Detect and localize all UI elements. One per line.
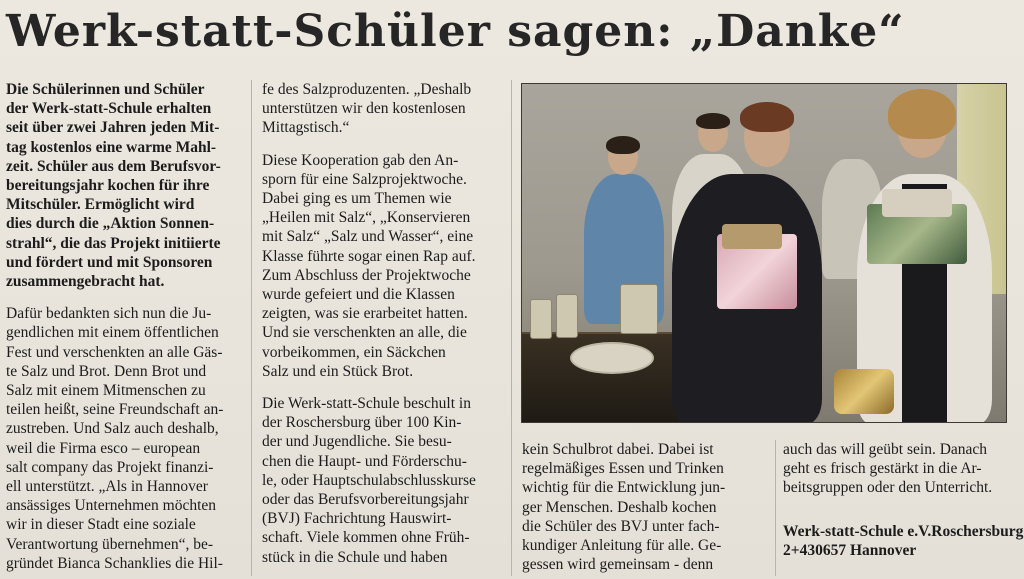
text-line: Salz mit einem Mitmenschen zu bbox=[6, 382, 206, 400]
text-line: sporn für eine Salzprojektwoche. bbox=[262, 170, 467, 188]
gold-ribbon-decoration bbox=[834, 369, 894, 414]
text-line: die Schüler des BVJ unter fach- bbox=[522, 517, 720, 535]
headline: Werk-statt-Schüler sagen: „Danke“ bbox=[6, 6, 905, 57]
text-line: oder das Berufsvorbereitungsjahr bbox=[262, 491, 469, 509]
signature-block bbox=[783, 522, 1024, 560]
text-line: kein Schulbrot dabei. Dabei ist bbox=[522, 441, 714, 458]
text-line: dies durch die „Aktion Sonnen- bbox=[6, 215, 215, 233]
text-line: kundiger Anleitung für alle. Ge- bbox=[522, 537, 722, 555]
text-line: te Salz und Brot. Denn Brot und bbox=[6, 362, 207, 380]
text-line: schaft. Viele kommen ohne Früh- bbox=[262, 529, 470, 547]
event-photo bbox=[521, 83, 1007, 423]
text-line: Die Werk-statt-Schule beschult in bbox=[262, 395, 471, 413]
column-rule bbox=[251, 80, 252, 576]
text-line: Salz und ein Stück Brot. bbox=[262, 362, 414, 380]
text-line: zusammengebracht hat. bbox=[6, 273, 165, 291]
text-line: ger Menschen. Deshalb kochen bbox=[522, 498, 717, 516]
text-line: vorbeikommen, ein Säckchen bbox=[262, 343, 446, 361]
text-line: bereitungsjahr kochen für ihre bbox=[6, 177, 210, 195]
signature-line: Roschersburg 2+4 bbox=[783, 523, 1024, 560]
signature-line: Werk-statt-Schule e.V. bbox=[783, 523, 932, 540]
gift-basket-items bbox=[882, 189, 952, 217]
column-4 bbox=[783, 440, 1023, 498]
text-line: ansässiges Unternehmen möchten bbox=[6, 497, 217, 515]
person-hair bbox=[888, 89, 956, 139]
text-line: Klasse führte sogar einen Rap auf. bbox=[262, 247, 476, 265]
text-line: gründet Bianca Schanklies die Hil- bbox=[6, 554, 223, 572]
person-hair bbox=[606, 136, 640, 154]
column-rule bbox=[511, 80, 512, 576]
text-line: wir in dieser Stadt eine soziale bbox=[6, 516, 196, 534]
intro-paragraph bbox=[6, 80, 242, 291]
text-line: zustreben. Und Salz auch deshalb, bbox=[6, 420, 219, 438]
text-line: der Roschersburg über 100 Kin- bbox=[262, 414, 462, 432]
text-line: mit Salz“ „Salz und Wasser“, eine bbox=[262, 228, 474, 246]
gift-basket-items bbox=[722, 224, 782, 249]
column-1 bbox=[6, 80, 242, 573]
text-line: beitsgruppen oder den Unterricht. bbox=[783, 479, 993, 497]
text-line: geht es frisch gestärkt in die Ar- bbox=[783, 460, 982, 478]
text-line: Dabei ging es um Themen wie bbox=[262, 190, 452, 208]
signature-line: 30657 Hannover bbox=[807, 542, 917, 560]
text-line: strahl“, die das Projekt initiierte bbox=[6, 234, 221, 252]
body-paragraph-4 bbox=[262, 394, 502, 567]
text-line: Und sie verschenkten an alle, die bbox=[262, 324, 467, 342]
text-line: weil die Firma esco – european bbox=[6, 439, 201, 457]
text-line: unterstützen wir den kostenlosen bbox=[262, 100, 466, 118]
text-line: regelmäßiges Essen und Trinken bbox=[522, 460, 724, 478]
salt-jar bbox=[556, 294, 578, 338]
text-line: le, oder Hauptschulabschlusskurse bbox=[262, 471, 476, 489]
text-line: wichtig für die Entwicklung jun- bbox=[522, 479, 726, 497]
person-hair bbox=[696, 113, 730, 129]
text-line: teilen heißt, seine Freundschaft an- bbox=[6, 401, 224, 419]
text-line: Mittagstisch.“ bbox=[262, 119, 350, 137]
text-line: der Werk-statt-Schule erhalten bbox=[6, 100, 212, 118]
salt-jar bbox=[530, 299, 552, 339]
text-line: seit über zwei Jahren jeden Mit- bbox=[6, 119, 220, 137]
text-line: tag kostenlos eine warme Mahl- bbox=[6, 138, 217, 156]
text-line: auch das will geübt sein. Danach bbox=[783, 441, 988, 458]
text-line: Diese Kooperation gab den An- bbox=[262, 151, 459, 169]
text-line: fe des Salzproduzenten. „Deshalb bbox=[262, 81, 472, 98]
text-line: Fest und verschenkten an alle Gäs- bbox=[6, 343, 223, 361]
text-line: ell unterstützt. „Als in Hannover bbox=[6, 478, 208, 496]
body-paragraph-1 bbox=[6, 304, 242, 573]
text-line: salt company das Projekt finanzi- bbox=[6, 458, 214, 476]
text-line: Zum Abschluss der Projektwoche bbox=[262, 266, 471, 284]
text-line: zeigten, was sie erarbeitet hatten. bbox=[262, 305, 468, 323]
text-line: Verantwortung übernehmen“, be- bbox=[6, 535, 214, 553]
salt-jar bbox=[620, 284, 658, 334]
text-line: (BVJ) Fachrichtung Hauswirt- bbox=[262, 510, 452, 528]
column-2 bbox=[262, 80, 502, 567]
text-line: zeit. Schüler aus dem Berufsvor- bbox=[6, 157, 221, 175]
text-line: „Heilen mit Salz“, „Konservieren bbox=[262, 209, 471, 227]
text-line: und fördert und mit Sponsoren bbox=[6, 253, 213, 271]
column-rule bbox=[775, 440, 776, 576]
person-hair bbox=[740, 102, 794, 132]
body-paragraph-2 bbox=[262, 80, 502, 138]
text-line: Dafür bedankten sich nun die Ju- bbox=[6, 305, 212, 323]
text-line: der und Jugendliche. Sie besu- bbox=[262, 433, 452, 451]
text-line: stück in die Schule und haben bbox=[262, 548, 448, 566]
body-paragraph-3 bbox=[262, 151, 502, 381]
text-line: chen die Haupt- und Förderschu- bbox=[262, 452, 467, 470]
text-line: Mitschüler. Ermöglicht wird bbox=[6, 196, 195, 214]
column-3 bbox=[522, 440, 772, 574]
text-line: gessen wird gemeinsam - denn bbox=[522, 556, 714, 574]
bread-bowl bbox=[570, 342, 654, 374]
text-line: wurde gefeiert und die Klassen bbox=[262, 286, 455, 304]
text-line: Die Schülerinnen und Schüler bbox=[6, 81, 205, 98]
text-line: gendlichen mit einem öffentlichen bbox=[6, 324, 219, 342]
